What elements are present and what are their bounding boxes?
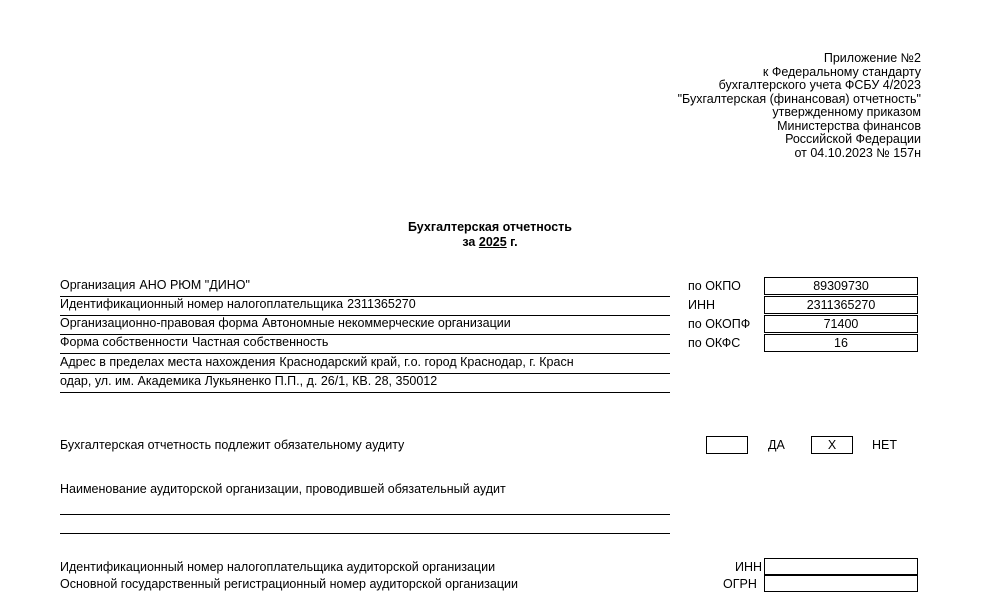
inn-label: Идентификационный номер налогоплательщика	[60, 297, 344, 311]
ownership-row	[60, 335, 670, 354]
auditor-name-line-1[interactable]	[60, 514, 670, 515]
org-label: Организация	[60, 278, 136, 292]
address-label: Адрес в пределах места нахождения	[60, 355, 276, 369]
okopf-box[interactable]: 71400	[764, 315, 918, 333]
appendix-line: утвержденному приказом	[772, 105, 921, 119]
address-row-2	[60, 374, 670, 393]
title-main: Бухгалтерская отчетность	[407, 220, 572, 234]
title-for: за	[462, 235, 476, 249]
audit-yes-checkbox[interactable]	[706, 436, 748, 454]
title-period	[340, 235, 640, 250]
audit-question: Бухгалтерская отчетность подлежит обязательному аудиту	[60, 438, 405, 452]
appendix-line: "Бухгалтерская (финансовая) отчетность"	[677, 91, 921, 106]
opf-value[interactable]: Автономные некоммерческие организации	[262, 316, 511, 330]
org-value[interactable]: АНО РЮМ "ДИНО"	[139, 278, 250, 292]
okpo-box[interactable]: 89309730	[764, 277, 918, 295]
appendix-line: бухгалтерского учета ФСБУ 4/2023	[718, 78, 921, 92]
address-value-line2[interactable]: одар, ул. им. Академика Лукьяненко П.П., д. 26/1, КВ. 28, 350012	[60, 374, 438, 388]
ownership-value[interactable]: Частная собственность	[191, 335, 329, 349]
address-row	[60, 355, 670, 374]
title-year: 2025	[478, 235, 507, 249]
auditor-name-line-2[interactable]	[60, 533, 670, 534]
okpo-label: по ОКПО	[688, 279, 741, 293]
appendix-line: к Федеральному стандарту	[762, 64, 921, 79]
auditor-name-label: Наименование аудиторской организации, проводившей обязательный аудит	[60, 482, 506, 496]
appendix-line: Приложение №2	[823, 51, 921, 65]
inn-row	[60, 297, 670, 316]
okfs-box[interactable]: 16	[764, 334, 918, 352]
audit-yes-label: ДА	[768, 438, 785, 452]
document-title	[340, 220, 640, 250]
code-inn-box[interactable]: 2311365270	[764, 296, 918, 314]
appendix-line: Министерства финансов	[777, 118, 921, 133]
org-row	[60, 278, 670, 297]
audit-no-checkbox[interactable]: X	[811, 436, 853, 454]
auditor-ogrn-code: ОГРН	[723, 577, 757, 591]
auditor-inn-box[interactable]	[764, 558, 918, 575]
appendix-line: Российской Федерации	[785, 132, 921, 146]
appendix-line: от 04.10.2023 № 157н	[794, 145, 921, 160]
okfs-label: по ОКФС	[688, 336, 741, 350]
ownership-label: Форма собственности	[60, 335, 188, 349]
auditor-inn-text: Идентификационный номер налогоплательщика аудиторской организации	[60, 560, 496, 574]
code-inn-label: ИНН	[688, 298, 716, 312]
inn-value[interactable]: 2311365270	[347, 297, 416, 311]
auditor-ogrn-box[interactable]	[764, 575, 918, 592]
audit-no-label: НЕТ	[872, 438, 897, 452]
appendix-header	[678, 52, 921, 160]
okopf-label: по ОКОПФ	[688, 317, 751, 331]
auditor-inn-code: ИНН	[735, 560, 763, 574]
address-value-line1[interactable]: Краснодарский край, г.о. город Краснодар, г. Красн	[279, 355, 574, 369]
title-year-suffix: г.	[510, 235, 518, 249]
auditor-ogrn-text: Основной государственный регистрационный номер аудиторской организации	[60, 577, 518, 591]
opf-label: Организационно-правовая форма	[60, 316, 259, 330]
opf-row	[60, 316, 670, 335]
